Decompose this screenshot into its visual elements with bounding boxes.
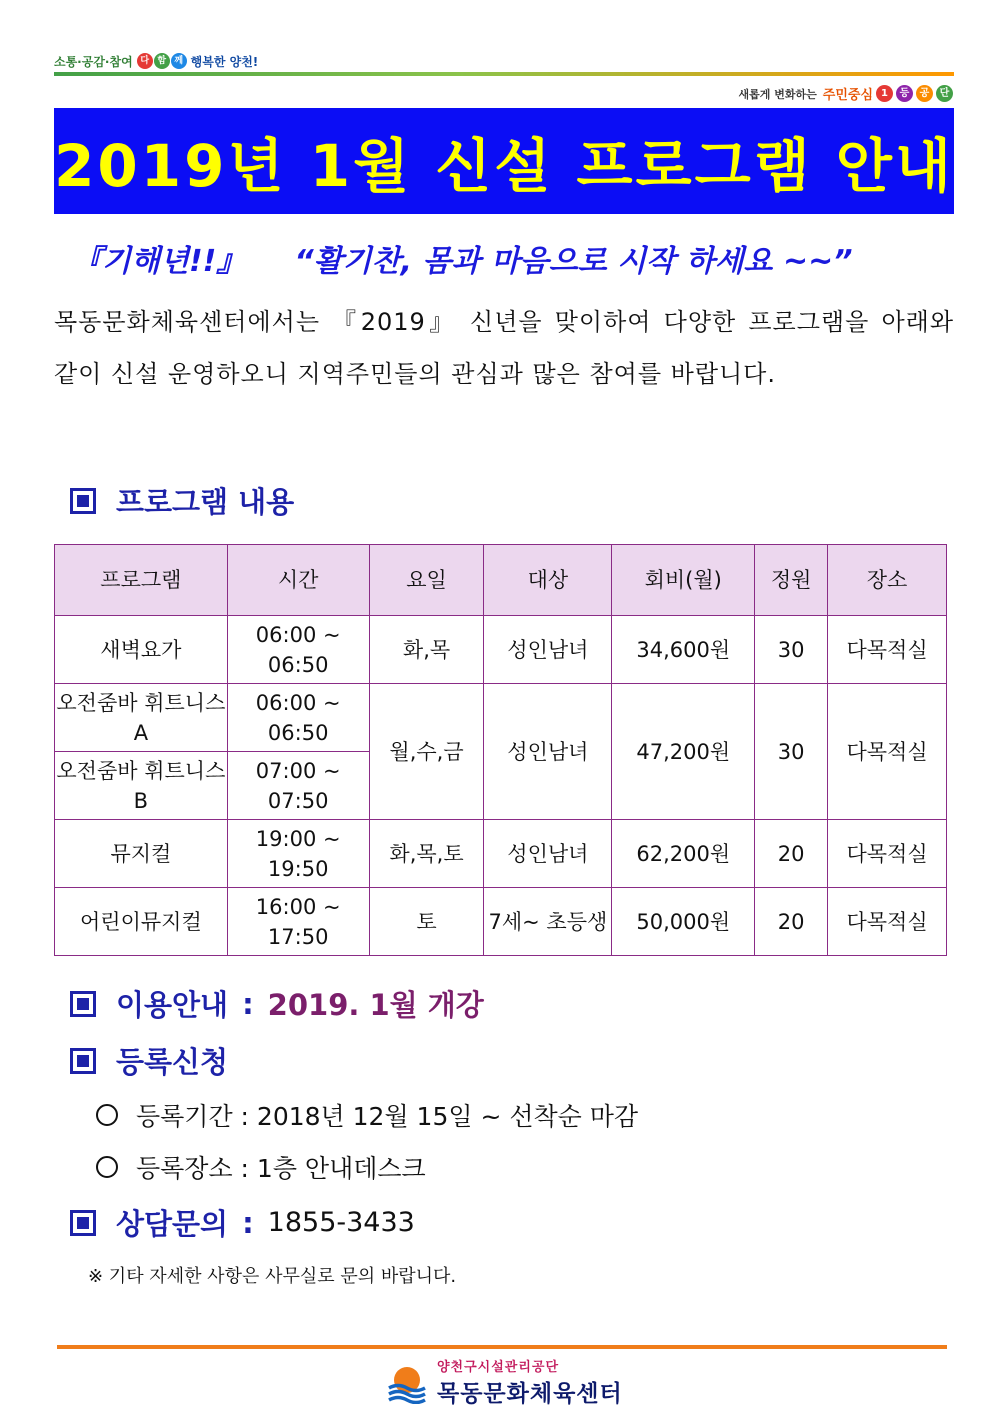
sub-slogan (739, 84, 953, 103)
cell-target: 성인남녀 (484, 684, 612, 820)
cell-place: 다목적실 (828, 616, 947, 684)
section-bullet-icon (70, 488, 96, 514)
circle-bullet-icon (96, 1104, 118, 1126)
header-days: 요일 (369, 545, 484, 616)
slogan-mark-3: 께 (171, 53, 187, 69)
contact-phone: 1855-3433 (267, 1207, 415, 1238)
cell-time: 06:00 ~ 06:50 (227, 616, 369, 684)
table-row (55, 616, 947, 684)
cell-time: 06:00 ~ 06:50 (227, 684, 369, 752)
slogan-mark-1: 다 (137, 53, 153, 69)
cell-days: 월,수,금 (369, 684, 484, 820)
cell-program: 오전줌바 휘트니스B (55, 752, 228, 820)
section-usage-separator: : (242, 986, 254, 1021)
cell-place: 다목적실 (828, 888, 947, 956)
cell-program: 어린이뮤지컬 (55, 888, 228, 956)
sub-circle-4: 단 (936, 85, 953, 102)
registration-place (96, 1149, 426, 1185)
table-header-row (55, 545, 947, 616)
section-registration-title: 등록신청 (116, 1045, 229, 1079)
cell-program: 오전줌바 휘트니스A (55, 684, 228, 752)
section-program-title: 프로그램 내용 (116, 485, 295, 519)
registration-period-text: 등록기간 : 2018년 12월 15일 ~ 선착순 마감 (136, 1102, 639, 1131)
section-bullet-icon (70, 991, 96, 1017)
header-capacity: 정원 (755, 545, 828, 616)
cell-fee: 47,200원 (612, 684, 755, 820)
cell-target: 성인남녀 (484, 820, 612, 888)
registration-period (96, 1097, 638, 1133)
sub-circle-2: 등 (896, 85, 913, 102)
footer-logo (385, 1356, 623, 1408)
title-banner (54, 108, 954, 214)
footer-org-text (437, 1356, 623, 1408)
section-contact-title: 상담문의 (116, 1207, 229, 1241)
cell-program: 새벽요가 (55, 616, 228, 684)
cell-days: 화,목,토 (369, 820, 484, 888)
cell-capacity: 20 (755, 820, 828, 888)
cell-place: 다목적실 (828, 684, 947, 820)
circle-bullet-icon (96, 1156, 118, 1178)
cell-days: 토 (369, 888, 484, 956)
cell-target: 성인남녀 (484, 616, 612, 684)
cell-time: 07:00 ~ 07:50 (227, 752, 369, 820)
cell-fee: 50,000원 (612, 888, 755, 956)
cell-target: 7세~ 초등생 (484, 888, 612, 956)
cell-capacity: 30 (755, 684, 828, 820)
cell-fee: 62,200원 (612, 820, 755, 888)
section-contact-separator: : (242, 1205, 254, 1240)
section-usage (70, 983, 484, 1024)
cell-days: 화,목 (369, 616, 484, 684)
cell-time: 19:00 ~ 19:50 (227, 820, 369, 888)
sub-circle-1: 1 (876, 85, 893, 102)
slogan-start: 소통·공감·참여 (54, 54, 133, 69)
section-usage-value: 2019. 1월 개강 (267, 988, 484, 1022)
sun-wave-logo-icon (385, 1360, 429, 1404)
cell-program: 뮤지컬 (55, 820, 228, 888)
top-divider (54, 72, 954, 76)
top-slogan (54, 50, 258, 72)
subtitle-year: 『기해년!!』 (72, 244, 247, 279)
slogan-end: 행복한 양천! (190, 54, 259, 69)
bottom-divider (57, 1345, 947, 1349)
intro-paragraph: 목동문화체육센터에서는 『2019』 신년을 맞이하여 다양한 프로그램을 아래와 같이 신설 운영하오니 지역주민들의 관심과 많은 참여를 바랍니다. (54, 308, 954, 388)
registration-place-text: 등록장소 : 1층 안내데스크 (136, 1154, 426, 1183)
section-bullet-icon (70, 1210, 96, 1236)
table-row (55, 888, 947, 956)
section-registration (70, 1040, 228, 1081)
section-program (70, 480, 294, 521)
subtitle (72, 236, 853, 280)
header-place: 장소 (828, 545, 947, 616)
cell-capacity: 30 (755, 616, 828, 684)
sub-slogan-highlight: 주민중심 (822, 88, 873, 103)
section-bullet-icon (70, 1048, 96, 1074)
slogan-logo-mark (137, 53, 187, 69)
section-usage-title: 이용안내 (116, 988, 229, 1022)
cell-place: 다목적실 (828, 820, 947, 888)
page-title: 2019년 1월 신설 프로그램 안내 (54, 132, 954, 200)
section-contact (70, 1202, 415, 1243)
slogan-mark-2: 함 (154, 53, 170, 69)
cell-capacity: 20 (755, 888, 828, 956)
cell-time: 16:00 ~ 17:50 (227, 888, 369, 956)
program-table (54, 544, 947, 956)
footer-org-small: 양천구시설관리공단 (437, 1360, 560, 1375)
footnote: ※ 기타 자세한 사항은 사무실로 문의 바랍니다. (88, 1266, 457, 1287)
table-row (55, 820, 947, 888)
footer-org-big: 목동문화체육센터 (437, 1381, 623, 1407)
subtitle-slogan: “활기찬, 몸과 마음으로 시작 하세요 ~~” (294, 244, 853, 279)
sub-circle-3: 공 (916, 85, 933, 102)
header-fee: 회비(월) (612, 545, 755, 616)
header-time: 시간 (227, 545, 369, 616)
cell-fee: 34,600원 (612, 616, 755, 684)
table-row (55, 684, 947, 752)
sub-slogan-prefix: 새롭게 변화하는 (738, 87, 817, 101)
header-program: 프로그램 (55, 545, 228, 616)
header-target: 대상 (484, 545, 612, 616)
